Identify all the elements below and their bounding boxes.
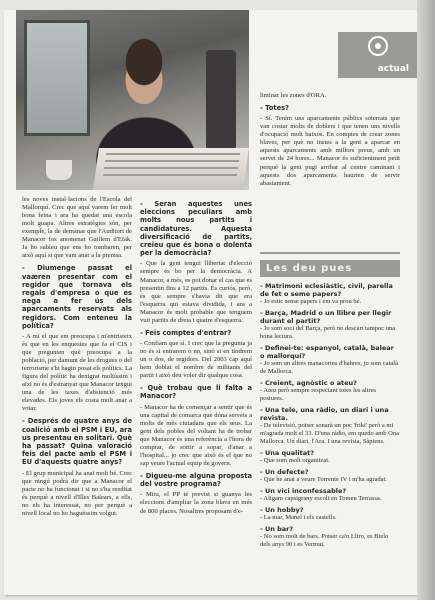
folio <box>405 490 415 590</box>
sidebar-question: - Matrimoni eclesiàstic, civil, parella de fet o seme papers? <box>260 282 393 298</box>
question: - Digueu-me alguna proposta del vostre programa? <box>140 472 252 489</box>
answer: - Confiam que sí. I crec que la pregunta ja no és si entrarem o no, sinó si en tindrem un o dos, de regidors. Del 2003 cap aquí hem doblat el nombre de militants del partit i això deu voler dir qualque cosa. <box>140 340 252 380</box>
sidebar-answer: - Jo estic sense papers i em va prou bé. <box>260 298 362 305</box>
sidebar-question: - Un defecte? <box>260 468 309 476</box>
coffee-cup <box>46 160 72 180</box>
sidebar-answer: - Ateu però sempre respectant totes les altres postures. <box>260 387 377 402</box>
question: - Totes? <box>260 104 289 113</box>
page-gutter <box>417 0 435 600</box>
sidebar-question: - Un vici inconfessable? <box>260 487 347 495</box>
sidebar-question: - Un bar? <box>260 525 294 533</box>
section-label: actual <box>377 64 409 74</box>
question: - Què trobau que li falta a Manacor? <box>140 384 252 401</box>
magazine-page <box>4 10 417 595</box>
sidebar-box <box>260 252 400 595</box>
answer: - Manacor ha de començar a sentir que és una capital de comarca que dóna serveis a molts de més ciutadans que els seus. La gent dels pobles del voltant ha de trobar que Manacor és una referència a l'hora de comprar, de sortir a sopar, d'anar a l'hospital... jo crec que això és el que no sap veure l'actual equip de govern. <box>140 403 252 467</box>
sidebar-answer: - La mar, Manel i els castells. <box>260 514 337 521</box>
paragraph: liminar les zones d'ORA. <box>260 92 327 99</box>
sidebar-question: - Un hobby? <box>260 506 304 514</box>
question: - Feis comptes d'entrar? <box>140 328 232 337</box>
sidebar-question: - Una qualitat? <box>260 449 315 457</box>
interview-photo <box>16 10 249 190</box>
question: - Seran aquestes unes eleccions peculiars amb molts nous partits i candidatures. Aquesta diversificació de partits, creieu que és bona o dolenta per la democràcia? <box>140 200 252 258</box>
answer: - El grup municipal ha anat molt bé. Crec que ningú podrà dir que a Manacor el pacte no ha funcionat i si no s'ha reeditat és perquè a nivell d'Illes Balears, a ells, no els ha interessat, no per perquè a nivell local no ho haguéssim volgut. <box>22 469 132 517</box>
paragraph: les noves instal·lacions de l'Escola del Mallorquí. Crec que aquí varem fer molt bona feina i ara ha quedat una escola molt guapa. Altres estratègies són, per exemple, la de demanar que l'Auditori de Manacor fos anomenat Guillem d'Efak. Ja ho sabíeu que ens ho tombaren, per això aquí si que vam anar a la premsa. <box>22 196 132 260</box>
answer: - Mira, el PP té previst si guanya les eleccions d'ampliar la zona blava en més de 800 places. Nosaltres proposam d'e- <box>140 491 252 515</box>
sidebar-answer: - Jo som soci del Barça, però no descart tampoc una bona lectura. <box>260 325 396 340</box>
answer: - Sí. Tenim uns aparcaments públics soterrats que van costar molts de doblers i que tenen uns nivells d'ocupació molt baixos. En comptes de crear zones blaves, per què no instes a la gent a aparcar en aquests aparcaments amb millors preus, amb un servei de 24 hores... Manacor és suficientment petit perquè la gent pugi arribar al centre caminant i aquests dos aparcaments haurien de servir abastament. <box>260 115 400 187</box>
section-badge <box>338 32 417 78</box>
sidebar-answer: - De televisió, potser sonarà un poc 'friki' però a mi m'agrada molt el 33. D'una ràdio, em quedo amb Ona Mallorca. Un diari, l'Ara. I una revista, Sàpiens. <box>260 422 399 445</box>
target-icon <box>368 36 388 56</box>
answer: - Que la gent tengui llibertat d'elecció sempre és bo per la democràcia. A Manacor, a més, es pot donar el cas que es presentin fins a 12 partits. És curiós, però, és que sempre s'havia dit que era l'esquerra qui estava dividida, i ara a Manacor és molt probable que tenguem vuit partits de dreta i quatre d'esquerra. <box>140 260 252 324</box>
sidebar-answer: - Aligam capsigrany escolt en Tomeu Terrassa. <box>260 495 382 502</box>
sidebar-question: - Definei-te: espanyol, català, balear o mallorquí? <box>260 344 394 360</box>
sidebar-question: - Barça, Madrid o un llibre per llegir durant el partit? <box>260 309 392 325</box>
column-3 <box>260 92 400 192</box>
answer: - A mi el que em preocupa i m'entristeix és que en les enquestes que fa el CIS i que pregunten què preocupa a la població, per damunt de les drogues o del terrorisme s'hi hagin posat els polítics. La figura del polític ha denigrat moltíssim i així no és d'estranyar que Manacor tengui una de les taxes d'abstenció més elevades. Els joves els costa molt anar a votar. <box>22 333 132 413</box>
newspaper <box>93 148 249 190</box>
sidebar-answer: - Jo som un altres manacorins d'hahres, jo som català de Mallorca. <box>260 360 398 375</box>
column-1 <box>22 196 132 522</box>
question: - Després de quatre anys de coalició amb el PSM i EU, ara us presentau en solitari. Què ha passat? Quina valoració feis del pacte amb el PSM i EU d'aquests quatre anys? <box>22 417 132 467</box>
column-2 <box>140 196 252 520</box>
sidebar-answer: - Que he anat a veure Torrente IV i m'ha agradat. <box>260 476 387 483</box>
sidebar-question: - Creient, agnòstic o ateu? <box>260 379 357 387</box>
sidebar-title: Les deu pues <box>260 260 400 277</box>
sidebar-question: - Una tele, una ràdio, un diari i una revista. <box>260 406 389 422</box>
sidebar-answer: - Que som molt organitzat. <box>260 457 330 464</box>
sidebar-answer: - No som molt de bars. Potser ca'n Lliro, es Bielo dels anys 90 i es Vermut. <box>260 533 389 548</box>
question: - Diumenge passat el vaæren presentar com el regidor que tornava els regals d'empresa o que es nega a fer ús dels aparcaments reservats als regidors. Com enteneu la política? <box>22 264 132 330</box>
